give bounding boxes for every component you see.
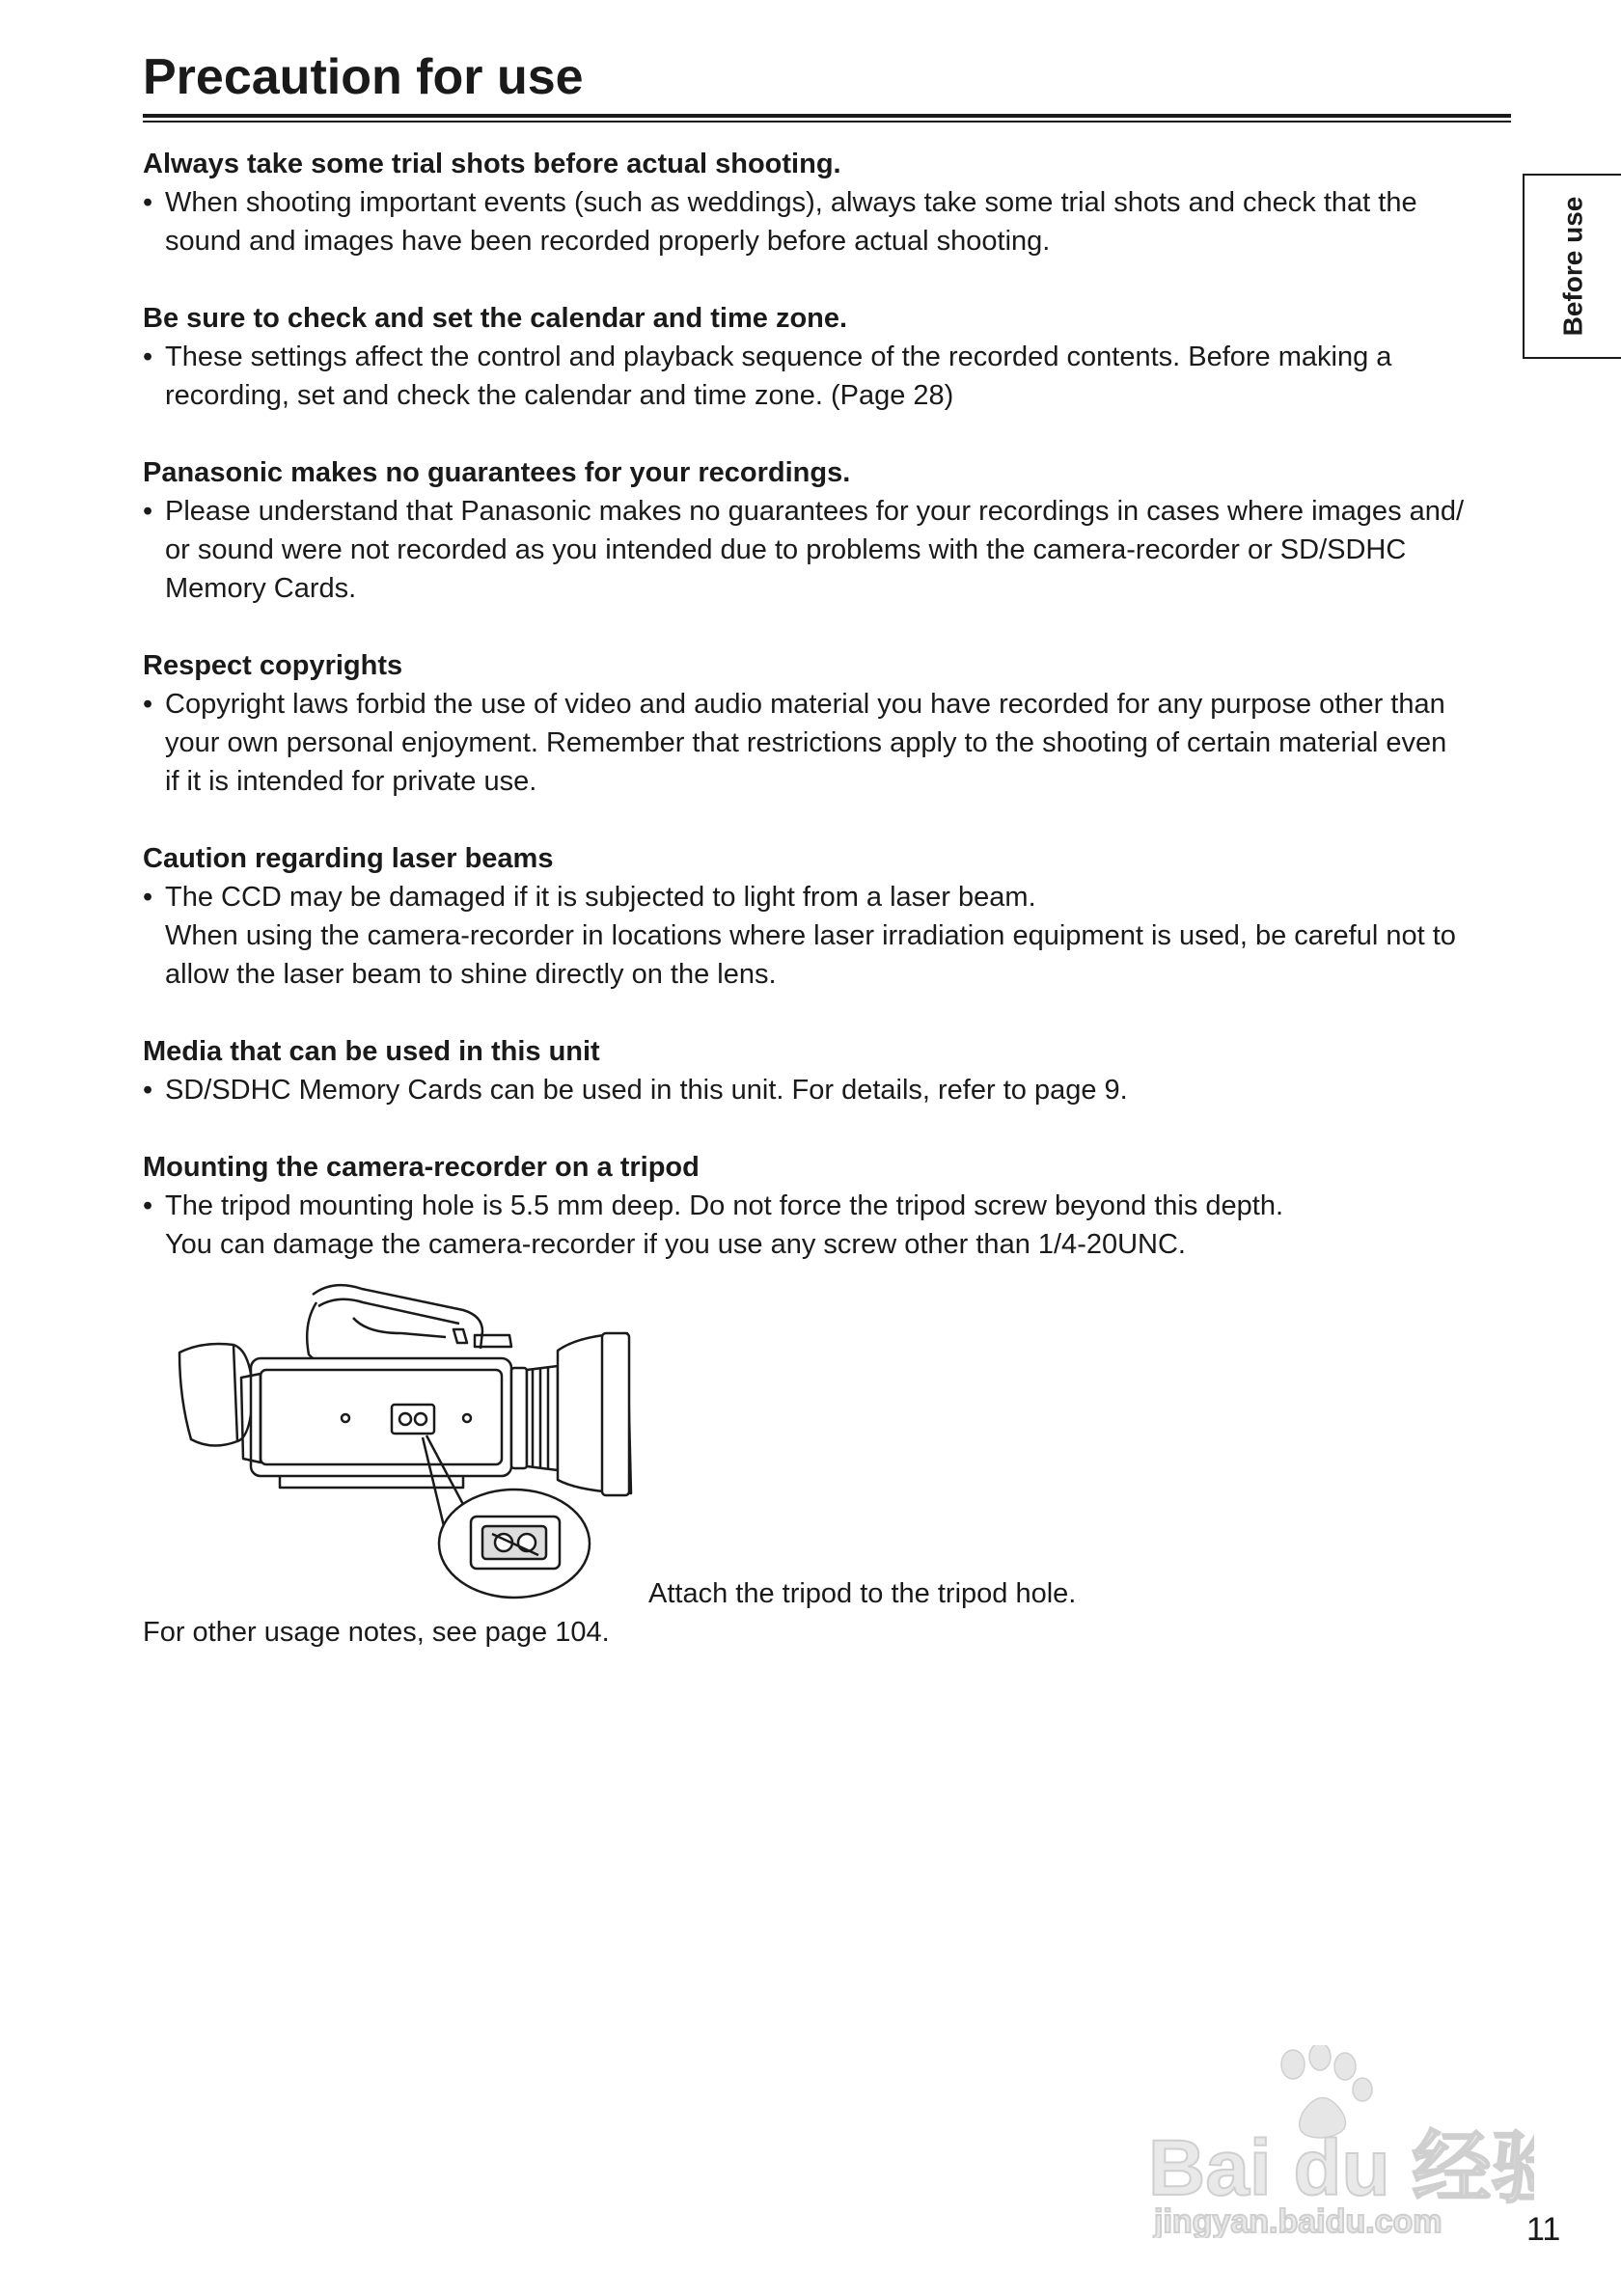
figure-caption: Attach the tripod to the tripod hole.	[648, 1578, 1077, 1609]
section-side-tab	[1523, 174, 1621, 359]
section-heading: Mounting the camera-recorder on a tripod	[143, 1152, 700, 1183]
section-heading: Caution regarding laser beams	[143, 843, 554, 874]
bullet-item	[143, 878, 1513, 994]
section-heading: Be sure to check and set the calendar and time zone.	[143, 303, 848, 334]
title-rule-thin	[143, 121, 1511, 123]
section-calendar	[143, 299, 1513, 415]
bullet-line: • Please understand that Panasonic makes no guarantees for your recordings in cases where images and/	[165, 496, 1465, 527]
bullet-line: • SD/SDHC Memory Cards can be used in this unit. For details, refer to page 9.	[165, 1075, 1128, 1106]
bullet-line: • Copyright laws forbid the use of video and audio material you have recorded for any purpose other than	[165, 689, 1445, 720]
bullet-line: Memory Cards.	[165, 573, 357, 604]
section-heading: Media that can be used in this unit	[143, 1036, 600, 1067]
title-rule-thick	[143, 114, 1511, 118]
section-guarantees	[143, 453, 1513, 608]
precautions-list	[143, 145, 1513, 1302]
section-copyrights	[143, 646, 1513, 801]
bullet-item	[143, 183, 1513, 260]
bullet-line: You can damage the camera-recorder if you use any screw other than 1/4-20UNC.	[165, 1229, 1186, 1260]
bullet-item	[143, 685, 1513, 801]
section-heading: Respect copyrights	[143, 650, 403, 681]
usage-footnote: For other usage notes, see page 104.	[143, 1617, 610, 1648]
side-tab-label: Before use	[1557, 196, 1587, 337]
bullet-item	[143, 338, 1513, 415]
bullet-line: sound and images have been recorded properly before actual shooting.	[165, 226, 1051, 257]
bullet-line: • The CCD may be damaged if it is subjected to light from a laser beam.	[165, 882, 1036, 913]
bullet-line: • These settings affect the control and playback sequence of the recorded contents. Before making a	[165, 342, 1392, 372]
baidu-paw-logo-icon	[1148, 2045, 1534, 2238]
page-title: Precaution for use	[143, 49, 584, 105]
section-heading: Panasonic makes no guarantees for your recordings.	[143, 457, 851, 488]
bullet-line: When using the camera-recorder in locations where laser irradiation equipment is used, be careful not to	[165, 920, 1456, 951]
baidu-watermark	[1148, 2045, 1534, 2238]
section-trial-shots	[143, 145, 1513, 260]
section-media	[143, 1032, 1513, 1109]
watermark-brand: Bai du 经验	[1148, 2124, 1534, 2212]
bullet-line: • The tripod mounting hole is 5.5 mm deep. Do not force the tripod screw beyond this depth.	[165, 1190, 1284, 1221]
bullet-line: or sound were not recorded as you intended due to problems with the camera-recorder or SD/SDHC	[165, 534, 1407, 565]
bullet-item	[143, 1071, 1513, 1109]
watermark-url: jingyan.baidu.com	[1154, 2203, 1442, 2238]
section-laser	[143, 839, 1513, 994]
section-heading: Always take some trial shots before actual shooting.	[143, 149, 841, 179]
camera-tripod-illustration	[174, 1273, 656, 1601]
bullet-line: if it is intended for private use.	[165, 766, 537, 797]
bullet-line: recording, set and check the calendar and time zone. (Page 28)	[165, 380, 954, 411]
bullet-line: • When shooting important events (such as weddings), always take some trial shots and check that the	[165, 187, 1417, 218]
camera-bottom-view-icon	[174, 1273, 656, 1601]
bullet-line: your own personal enjoyment. Remember that restrictions apply to the shooting of certain material even	[165, 727, 1447, 758]
bullet-line: allow the laser beam to shine directly on the lens.	[165, 959, 777, 990]
bullet-item	[143, 492, 1513, 608]
bullet-item	[143, 1187, 1513, 1264]
section-tripod	[143, 1148, 1513, 1264]
page-number: 11	[1526, 2211, 1561, 2248]
